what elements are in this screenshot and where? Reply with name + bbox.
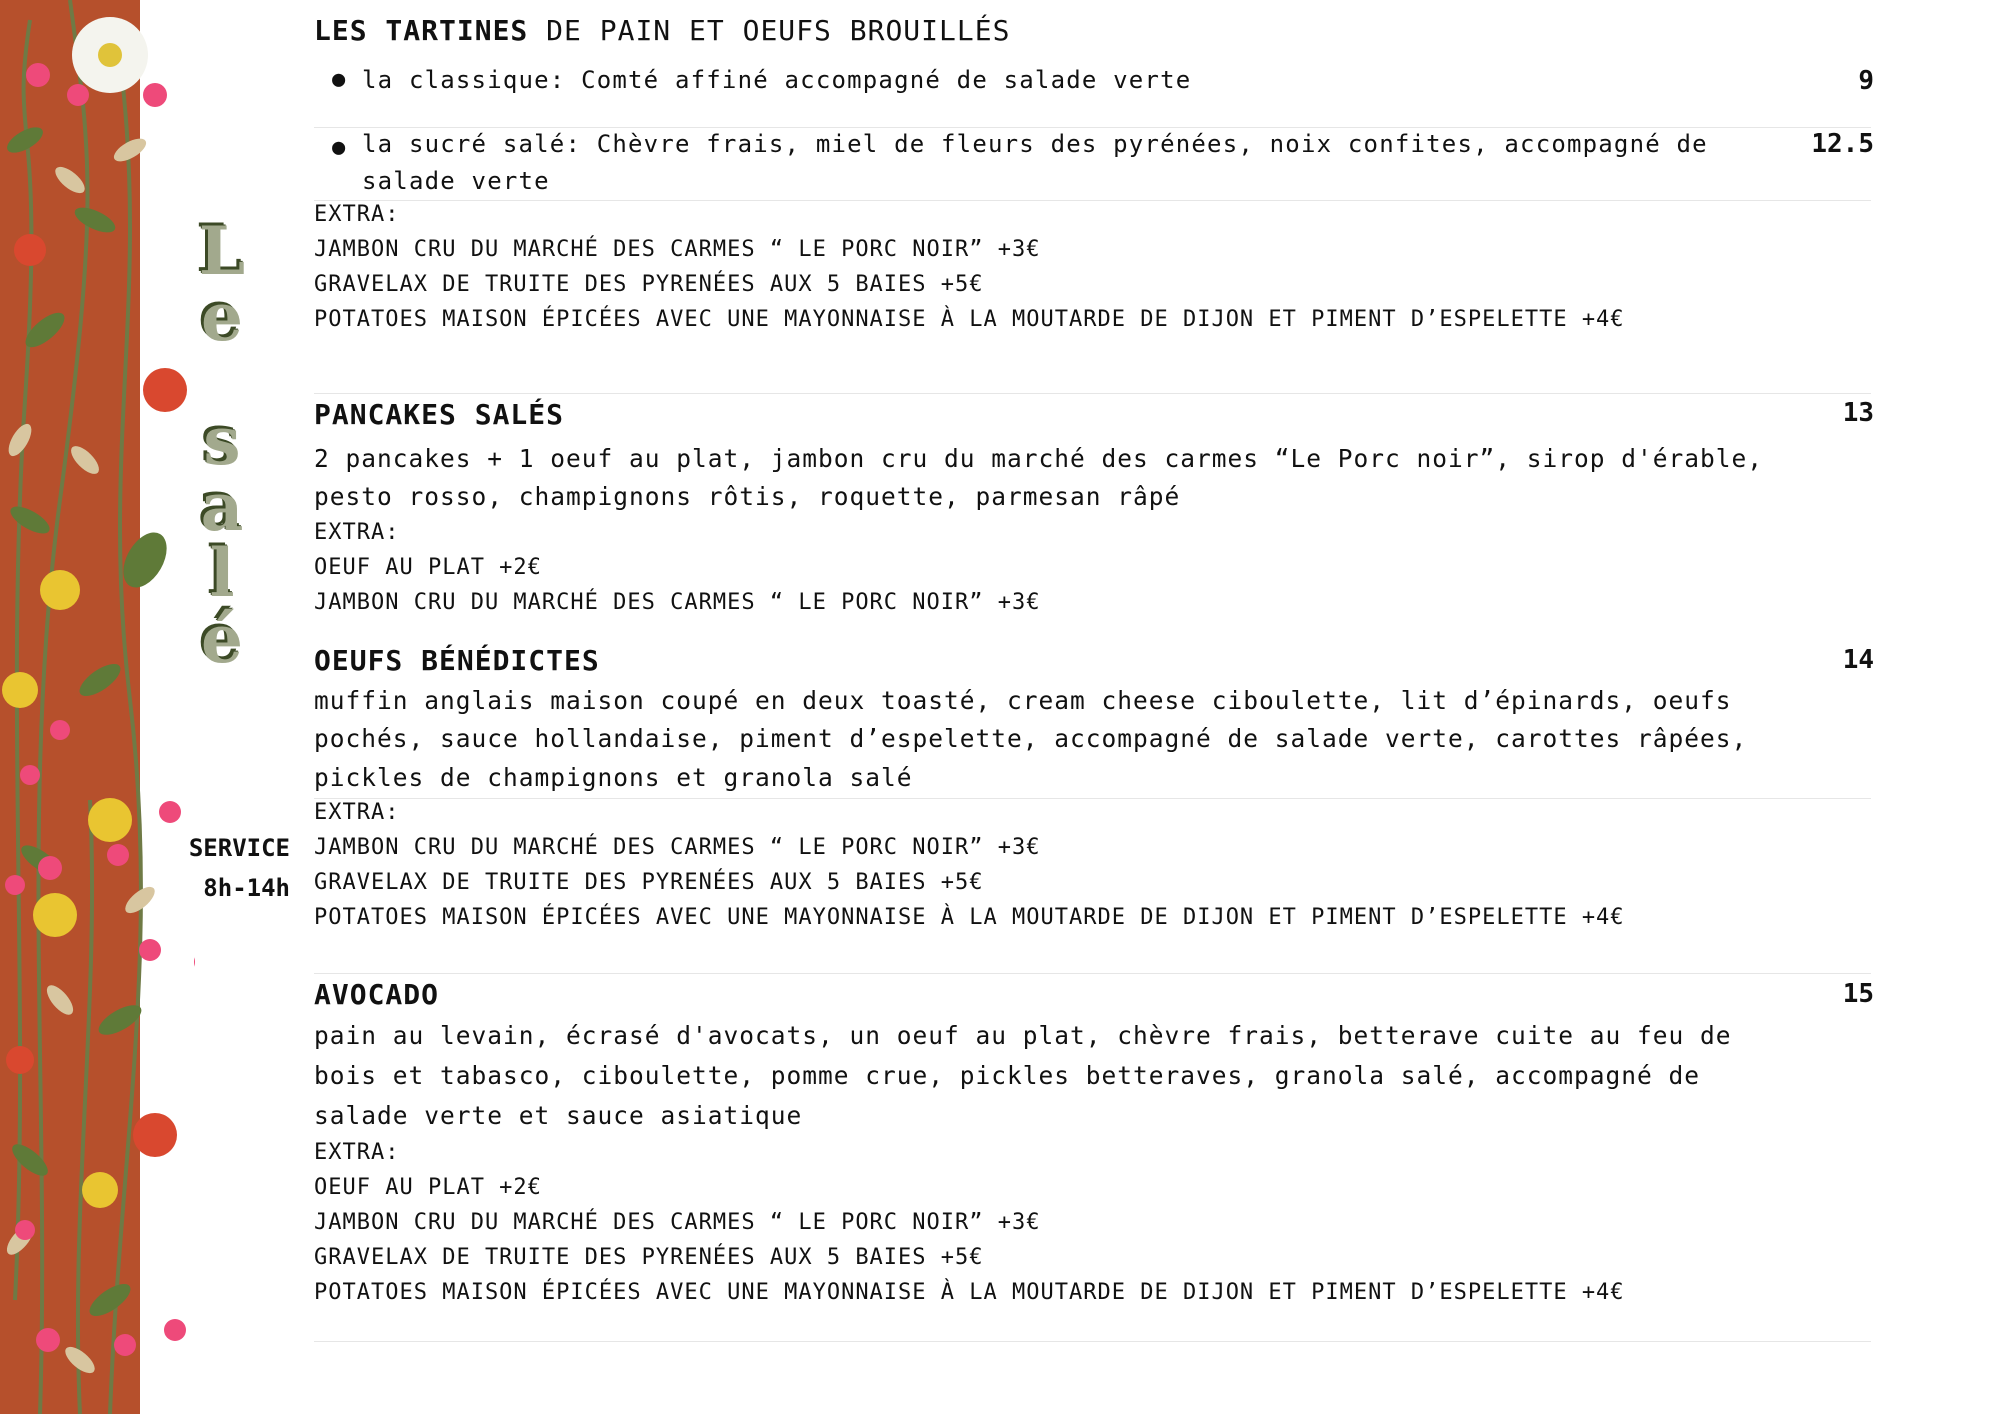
title-rest-part: DE PAIN ET OEUFS BROUILLÉS (528, 14, 1011, 47)
extra-item: GRAVELAX DE TRUITE DES PYRENÉES AUX 5 BAIES +5€ (314, 870, 984, 895)
title-letter: L (198, 212, 246, 290)
extra-item: POTATOES MAISON ÉPICÉES AVEC UNE MAYONNAISE À LA MOUTARDE DE DIJON ET PIMENT D’ESPELETTE +4€ (314, 307, 1625, 332)
extra-item: POTATOES MAISON ÉPICÉES AVEC UNE MAYONNAISE À LA MOUTARDE DE DIJON ET PIMENT D’ESPELETTE +4€ (314, 905, 1625, 930)
extra-item: OEUF AU PLAT +2€ (314, 555, 542, 580)
benedictes-description: muffin anglais maison coupé en deux toasté, cream cheese ciboulette, lit d’épinards, oeufs (314, 686, 1732, 715)
avocado-description: pain au levain, écrasé d'avocats, un oeuf au plat, chèvre frais, betterave cuite au feu de (314, 1021, 1732, 1050)
extra-label: EXTRA: (314, 202, 400, 227)
extra-item: POTATOES MAISON ÉPICÉES AVEC UNE MAYONNAISE À LA MOUTARDE DE DIJON ET PIMENT D’ESPELETTE +4€ (314, 1280, 1625, 1305)
service-time: 8h-14h (203, 874, 290, 902)
extra-item: JAMBON CRU DU MARCHÉ DES CARMES “ LE PORC NOIR” +3€ (314, 590, 1041, 615)
section-title-tartines (314, 14, 1010, 47)
title-letter: s (203, 402, 241, 480)
pancakes-description: pesto rosso, champignons rôtis, roquette, parmesan râpé (314, 482, 1181, 511)
floral-illustration (0, 0, 195, 1414)
title-bold-part: LES TARTINES (314, 14, 529, 47)
pancakes-price: 13 (1842, 398, 1874, 428)
avocado-description: bois et tabasco, ciboulette, pomme crue, pickles betteraves, granola salé, accompagné de (314, 1061, 1701, 1090)
section-title-pancakes: PANCAKES SALÉS (314, 398, 565, 431)
benedictes-description: pickles de champignons et granola salé (314, 763, 913, 792)
tartine-item-text: la sucré salé: Chèvre frais, miel de fleurs des pyrénées, noix confites, accompagné de salade verte (362, 130, 1708, 195)
extra-label: EXTRA: (314, 520, 400, 545)
extra-item: GRAVELAX DE TRUITE DES PYRENÉES AUX 5 BAIES +5€ (314, 1245, 984, 1270)
title-letter: é (201, 600, 243, 678)
extra-label: EXTRA: (314, 800, 400, 825)
title-letter: e (201, 278, 243, 356)
extra-item: JAMBON CRU DU MARCHÉ DES CARMES “ LE PORC NOIR” +3€ (314, 1210, 1041, 1235)
benedictes-price: 14 (1842, 645, 1874, 675)
extra-label: EXTRA: (314, 1140, 400, 1165)
tartine-item-price: 9 (1858, 66, 1874, 96)
divider (314, 973, 1871, 974)
extra-item: JAMBON CRU DU MARCHÉ DES CARMES “ LE PORC NOIR” +3€ (314, 835, 1041, 860)
divider (314, 1341, 1871, 1342)
avocado-price: 15 (1842, 979, 1874, 1009)
section-title-benedictes: OEUFS BÉNÉDICTES (314, 644, 600, 677)
daisy-decoration (72, 17, 148, 93)
service-hours (189, 828, 290, 908)
divider (314, 393, 1871, 394)
vertical-title (192, 212, 252, 678)
tartine-item-text: la classique: Comté affiné accompagné de salade verte (362, 66, 1192, 94)
pancakes-description: 2 pancakes + 1 oeuf au plat, jambon cru du marché des carmes “Le Porc noir”, sirop d'érable, (314, 444, 1764, 473)
title-letter: a (200, 468, 244, 546)
benedictes-description: pochés, sauce hollandaise, piment d’espelette, accompagné de salade verte, carottes râpées, (314, 724, 1748, 753)
divider (314, 200, 1871, 201)
floral-border (0, 0, 195, 1414)
service-label: SERVICE (188, 834, 290, 862)
bullet-dot: ● (332, 67, 346, 92)
bullet-dot: ● (332, 135, 346, 160)
tartine-item-price: 12.5 (1811, 129, 1874, 159)
avocado-description: salade verte et sauce asiatique (314, 1101, 803, 1130)
extra-item: OEUF AU PLAT +2€ (314, 1175, 542, 1200)
section-title-avocado: AVOCADO (314, 978, 440, 1011)
extra-item: GRAVELAX DE TRUITE DES PYRENÉES AUX 5 BAIES +5€ (314, 272, 984, 297)
divider (314, 798, 1871, 799)
extra-item: JAMBON CRU DU MARCHÉ DES CARMES “ LE PORC NOIR” +3€ (314, 237, 1041, 262)
title-letter: l (209, 534, 235, 612)
